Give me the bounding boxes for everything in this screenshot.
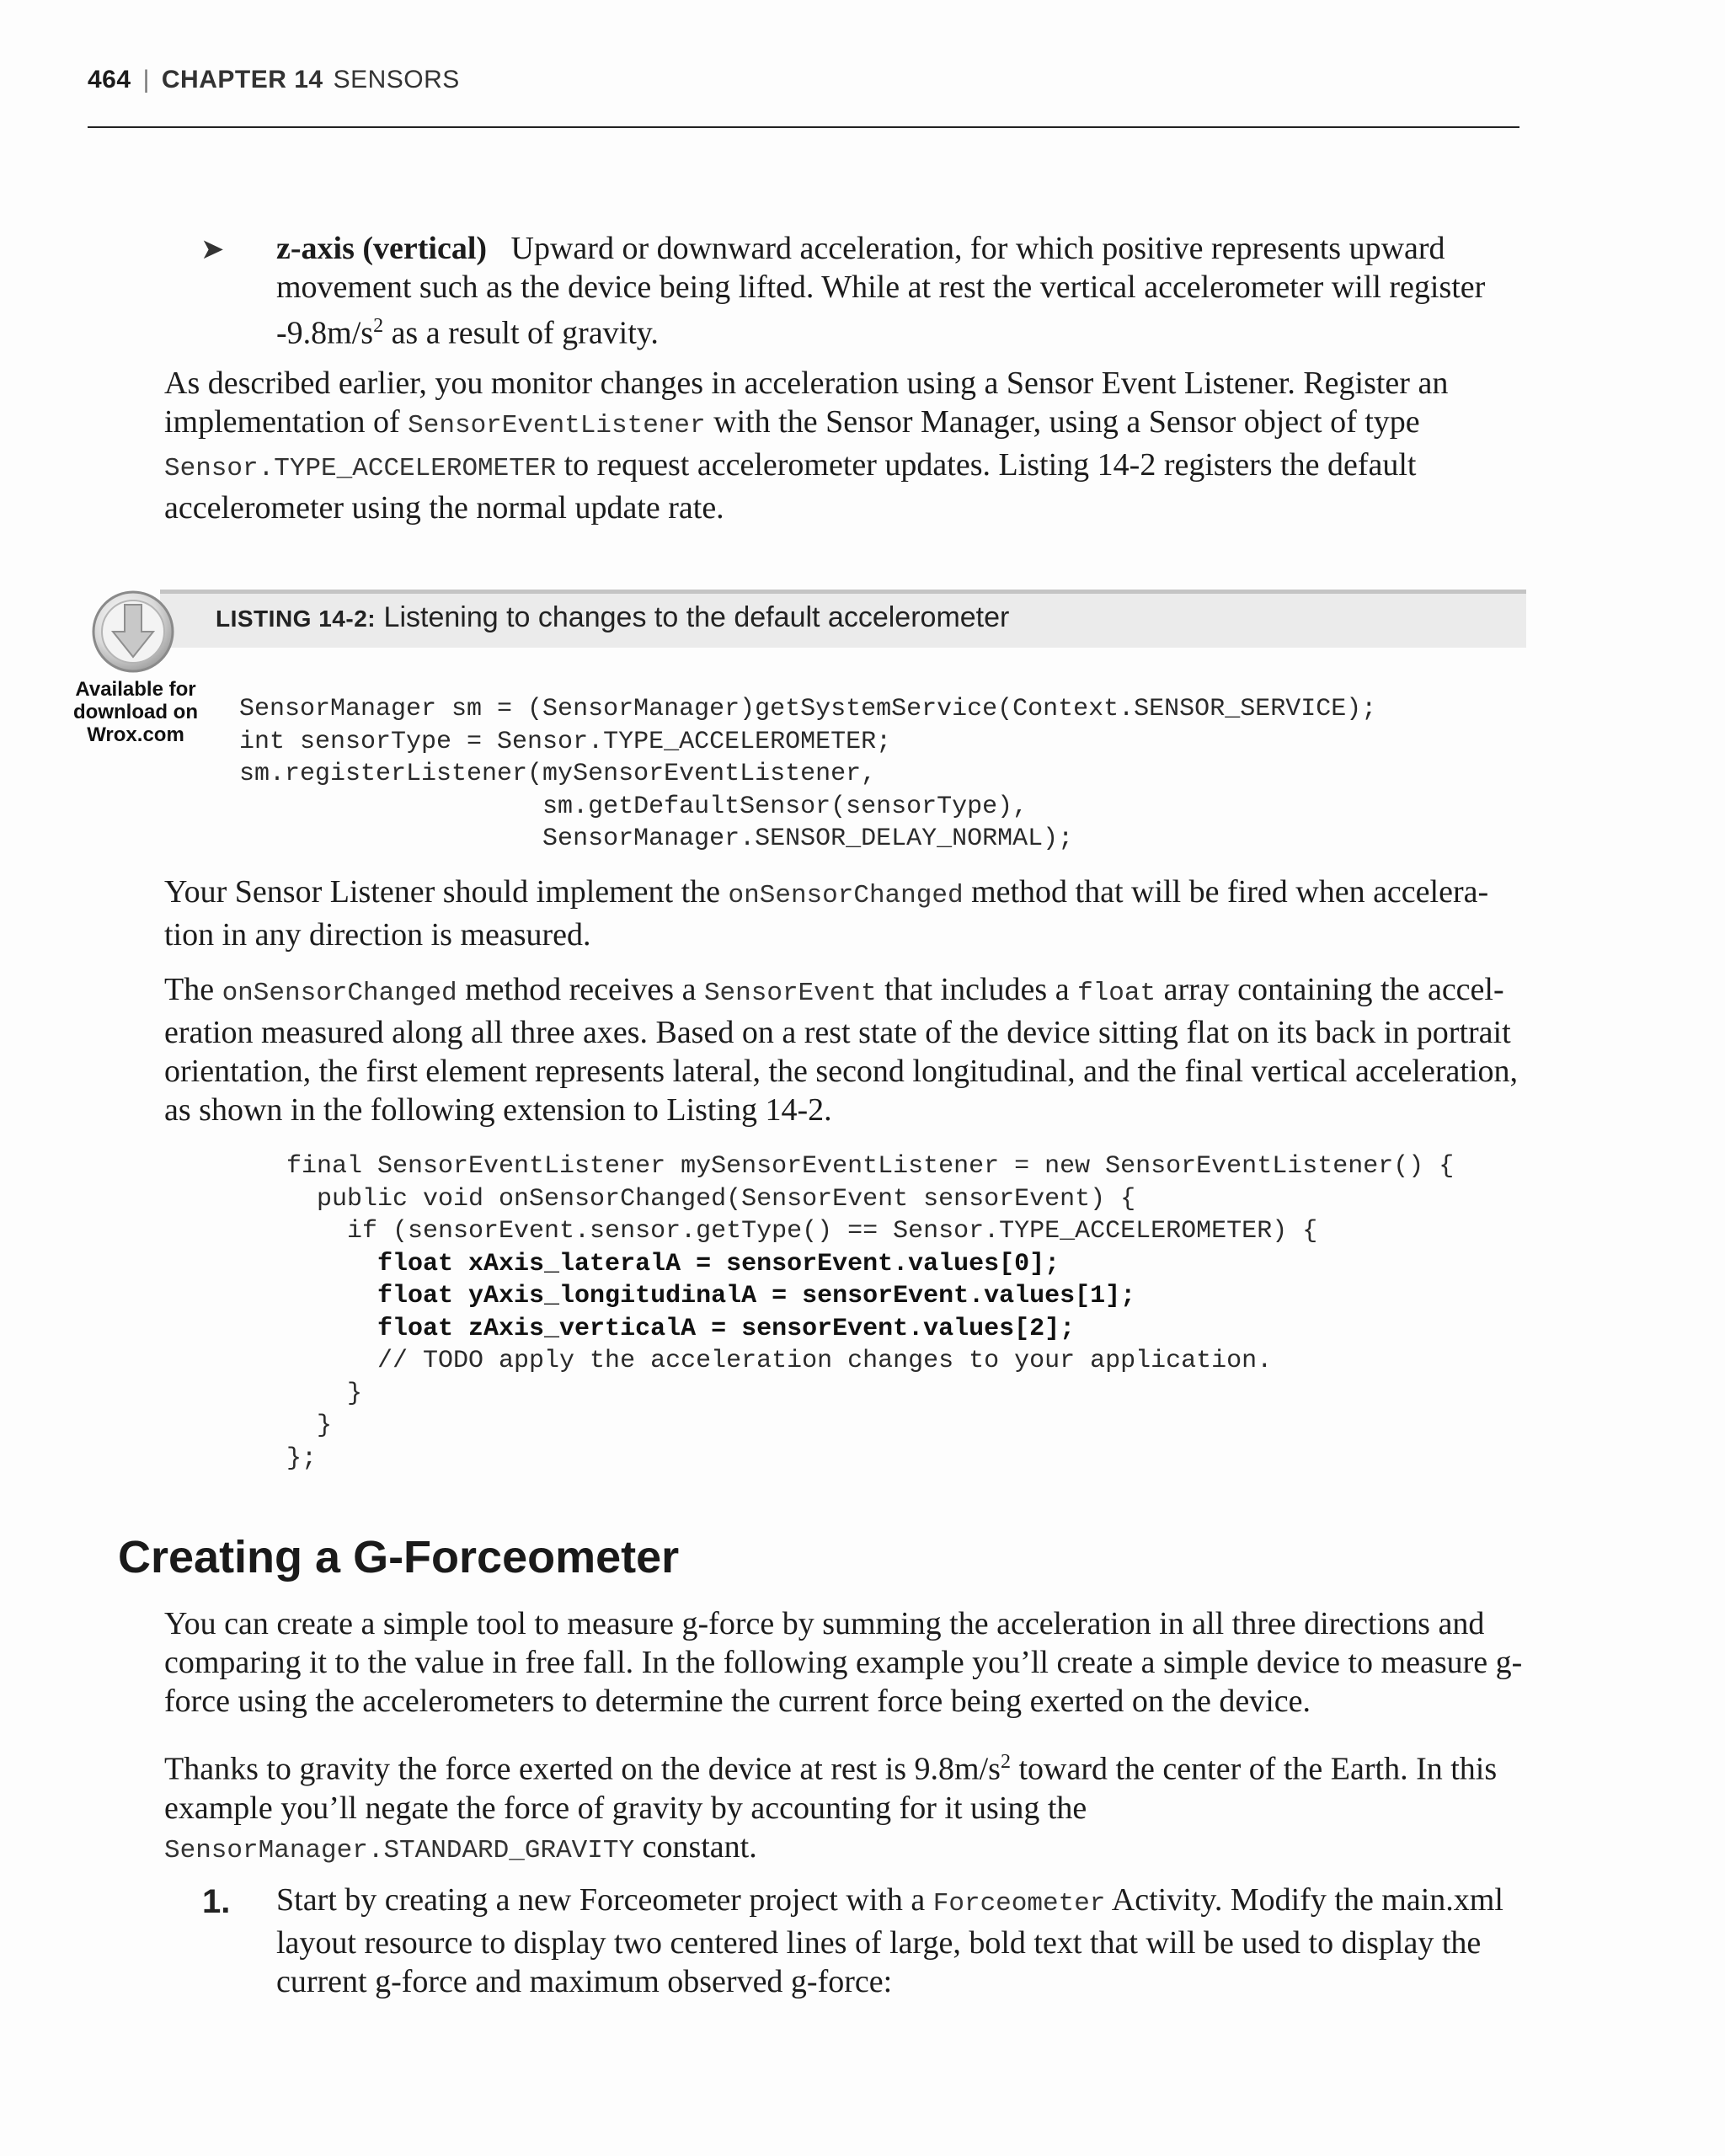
- bullet-superscript: 2: [373, 315, 384, 337]
- code-line: final SensorEventListener mySensorEventListener = new SensorEventListener() {: [286, 1152, 1455, 1181]
- download-icon[interactable]: [91, 590, 175, 674]
- code-line: // TODO apply the acceleration changes to your application.: [286, 1347, 1273, 1375]
- superscript: 2: [1000, 1751, 1011, 1773]
- inline-code: SensorEventListener: [408, 411, 706, 440]
- inline-code: float: [1077, 979, 1156, 1008]
- text-run: with the Sensor Manager, using a Sensor object of type: [705, 404, 1420, 440]
- listing-label: LISTING 14-2:: [216, 606, 377, 632]
- paragraph-sensor-changed: [164, 970, 1525, 1129]
- text-run: array containing the accel-eration measured along all three axes. Based on a rest state of the device sitting flat on its back in portrait orientation, the first element represents lateral, the second longitudinal, and the final vertical acceleration, as shown in the following extension to Listing 14-2.: [164, 972, 1518, 1128]
- text-run: Thanks to gravity the force exerted on the device at rest is 9.8m/s: [164, 1751, 1001, 1787]
- code-line-bold: float zAxis_verticalA = sensorEvent.values[2];: [286, 1314, 1076, 1343]
- bullet-arrow-icon: ➤: [200, 233, 225, 265]
- text-run: that includes a: [876, 972, 1078, 1007]
- inline-code: onSensorChanged: [222, 979, 457, 1008]
- chapter-label: CHAPTER 14: [161, 66, 323, 93]
- step-number: 1.: [202, 1883, 231, 1920]
- running-header: [88, 66, 460, 94]
- text-run: Your Sensor Listener should implement the: [164, 874, 729, 910]
- listing-title: [216, 601, 1009, 634]
- text-run: constant.: [634, 1828, 757, 1865]
- header-rule: [88, 126, 1519, 128]
- code-line: public void onSensorChanged(SensorEvent sensorEvent) {: [286, 1184, 1136, 1214]
- inline-code: SensorEvent: [703, 979, 877, 1008]
- code-line: }: [286, 1412, 333, 1440]
- bullet-text-end: as a result of gravity.: [383, 315, 659, 351]
- inline-code: Sensor.TYPE_ACCELEROMETER: [164, 454, 557, 483]
- page-number: 464: [88, 66, 131, 93]
- inline-code: SensorManager.STANDARD_GRAVITY: [164, 1835, 635, 1865]
- step-1-text: [276, 1881, 1523, 2001]
- inline-code: onSensorChanged: [728, 881, 964, 910]
- text-run: method that will be fired when accelera-tion in any direction is measured.: [164, 874, 1489, 953]
- download-caption[interactable]: Available for download on Wrox.com: [73, 678, 198, 746]
- paragraph-gravity: [164, 1742, 1525, 1870]
- paragraph-sensor-listener: [164, 873, 1525, 954]
- text-run: to request accelerometer updates. Listing 14-2 registers the default accelerometer using the normal update rate.: [164, 447, 1417, 526]
- code-block-listener: [286, 1150, 1454, 1475]
- code-line: }: [286, 1379, 363, 1408]
- listing-caption: Listening to changes to the default accelerometer: [383, 601, 1010, 633]
- text-run: Start by creating a new Forceometer project with a: [276, 1882, 933, 1918]
- text-run: method receives a: [457, 972, 704, 1007]
- text-run: toward the center of the Earth. In this example you’ll negate the force of gravity by accounting for it using the: [164, 1751, 1498, 1826]
- section-label: SENSORS: [333, 66, 460, 93]
- header-separator: |: [142, 66, 150, 93]
- section-heading: Creating a G-Forceometer: [118, 1532, 680, 1582]
- bullet-z-axis: [276, 229, 1523, 353]
- listing-code: SensorManager sm = (SensorManager)getSystemService(Context.SENSOR_SERVICE); int sensorType = Sensor.TYPE_ACCELEROMETER; sm.registerListener(mySensorEventListener, sm.getDefaultSensor(sensorType), SensorManager.SENSOR_DELAY_NORMAL);: [239, 695, 1377, 853]
- text-run: Activity. Modify the main.xml layout resource to display two centered lines of large, bold text that will be used to display the current g-force and maximum observed g-force:: [276, 1882, 1503, 1999]
- code-line-bold: float yAxis_longitudinalA = sensorEvent.values[1];: [286, 1282, 1136, 1310]
- code-line: };: [286, 1444, 318, 1473]
- code-line-bold: float xAxis_lateralA = sensorEvent.values[0];: [286, 1249, 1060, 1278]
- bullet-text: Upward or downward acceleration, for which positive represents upward movement such as the device being lifted. While at rest the vertical accelerometer will register -9.8m/s: [276, 231, 1486, 351]
- text-run: As described earlier, you monitor changes in acceleration using a Sensor Event Listener. Register an implementation of: [164, 366, 1449, 440]
- paragraph-intro: [164, 364, 1525, 527]
- bullet-term: z-axis (vertical): [276, 231, 488, 266]
- paragraph-g-force-intro: You can create a simple tool to measure g-force by summing the acceleration in all three directions and comparing it to the value in free fall. In the following example you’ll create a simple device to measure g-force using the accelerometers to determine the current force being exerted on the device.: [164, 1606, 1523, 1719]
- code-line: if (sensorEvent.sensor.getType() == Sensor.TYPE_ACCELEROMETER) {: [286, 1217, 1318, 1246]
- inline-code: Forceometer: [932, 1889, 1106, 1919]
- text-run: The: [164, 972, 222, 1007]
